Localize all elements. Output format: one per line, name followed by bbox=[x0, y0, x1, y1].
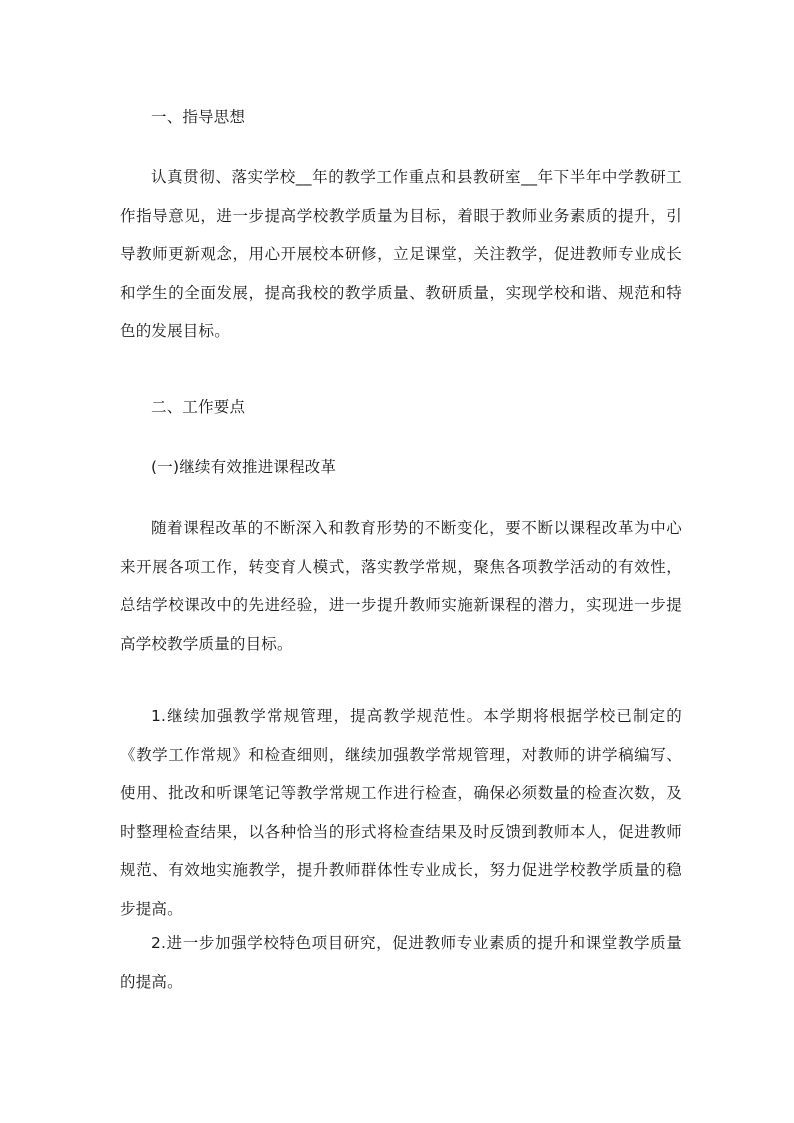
section-heading-guiding-ideology: 一、指导思想 bbox=[151, 108, 246, 126]
section-heading-work-points: 二、工作要点 bbox=[151, 398, 246, 416]
paragraph-curriculum-reform: 随着课程改革的不断深入和教育形势的不断变化，要不断以课程改革为中心来开展各项工作，转变育人模式，落实教学常规，聚焦各项教学活动的有效性，总结学校课改中的先进经验，进一步提升教师实施新课程的潜力，实现进一步提高学校教学质量的目标。 bbox=[120, 519, 682, 653]
paragraph-guiding-ideology: 认真贯彻、落实学校__年的教学工作重点和县教研室__年下半年中学教研工作指导意见，进一步提高学校教学质量为目标，着眼于教师业务素质的提升，引导教师更新观念，用心开展校本研修，立足课堂，关注教学，促进教师专业成长和学生的全面发展，提高我校的教学质量、教研质量，实现学校和谐、规范和特色的发展目标。 bbox=[120, 168, 682, 340]
paragraph-special-projects: 2.进一步加强学校特色项目研究，促进教师专业素质的提升和课堂教学质量的提高。 bbox=[120, 934, 682, 991]
paragraph-teaching-routine: 1.继续加强教学常规管理，提高教学规范性。本学期将根据学校已制定的《教学工作常规》和检查细则，继续加强教学常规管理，对教师的讲学稿编写、使用、批改和听课笔记等教学常规工作进行检查，确保必须数量的检查次数，及时整理检查结果，以各种恰当的形式将检查结果及时反馈到教师本人，促进教师规范、有效地实施教学，提升教师群体性专业成长，努力促进学校教学质量的稳步提高。 bbox=[120, 707, 682, 918]
subheading-curriculum-reform: (一)继续有效推进课程改革 bbox=[151, 458, 337, 476]
